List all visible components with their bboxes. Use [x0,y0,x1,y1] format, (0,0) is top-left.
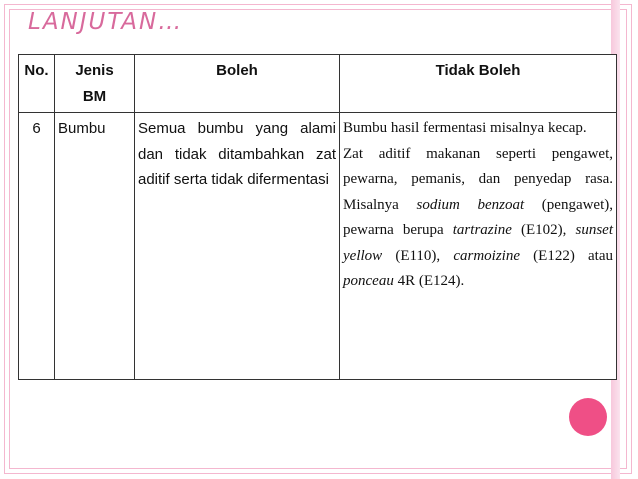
text-run: 4R (E124). [393,273,465,289]
italic-term: sodium benzoat [416,196,525,213]
header-tidak-boleh: Tidak Boleh [340,55,617,113]
text-run: Zat aditif makanan seperti pengawet, pewarna, pemanis, dan penyedap rasa. Misalnya [343,145,613,213]
italic-term: carmoizine [453,247,521,264]
table-row [19,113,617,380]
content-table [18,54,617,380]
decorative-circle [569,398,607,436]
italic-term: tartrazine [452,222,512,238]
cell-tidak-boleh [340,113,617,380]
tidak-boleh-paragraph-2 [343,142,613,295]
table-header-row [19,55,617,113]
text-run: (E122) atau [520,247,613,264]
cell-no: 6 [19,113,55,380]
text-run: (E102), [511,222,576,238]
header-jenis: Jenis BM [55,55,135,113]
italic-term: ponceau [343,273,394,289]
header-no: No. [19,55,55,113]
tidak-boleh-paragraph-1: Bumbu hasil fermentasi misalnya kecap. [343,120,587,136]
text-run: (pengawet), pewarna berupa [343,196,614,238]
text-run: (E110), [382,247,454,264]
cell-jenis: Bumbu [55,113,135,380]
slide-title: LANJUTAN… [28,9,184,35]
italic-term: sunset yellow [343,222,613,264]
cell-boleh: Semua bumbu yang alami dan tidak ditambahkan zat aditif serta tidak difermentasi [135,113,340,380]
header-boleh: Boleh [135,55,340,113]
